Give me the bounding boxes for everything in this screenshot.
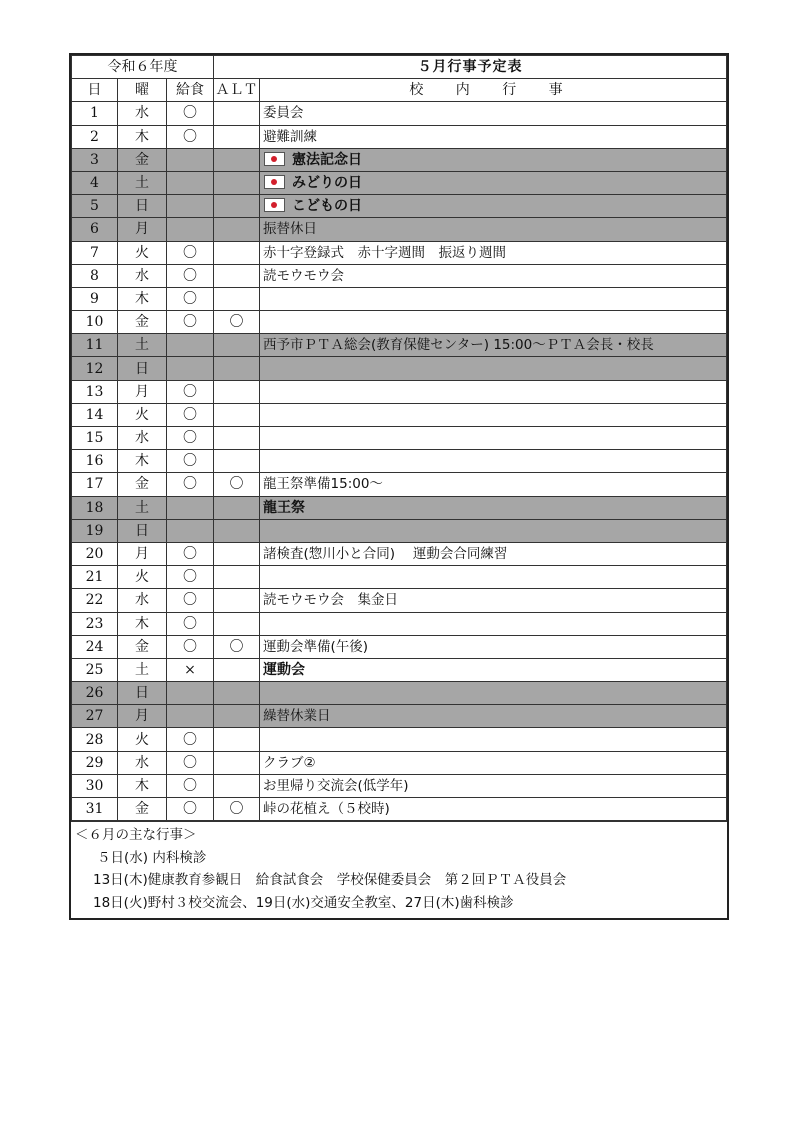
event-cell [260, 751, 727, 774]
kyushoku-cell: 〇 [167, 264, 214, 287]
table-row [72, 635, 727, 658]
weekday-cell: 土 [118, 334, 167, 357]
day-cell: 28 [72, 728, 118, 751]
event-text: お里帰り交流会(低学年) [263, 777, 409, 794]
event-cell [260, 774, 727, 797]
june-events-section [71, 821, 727, 918]
col-kyushoku-header: 給食 [167, 79, 214, 102]
kyushoku-cell: × [167, 658, 214, 681]
event-text: 諸検査(惣川小と合同) 運動会合同練習 [263, 546, 508, 563]
table-row [72, 658, 727, 681]
day-cell: 17 [72, 473, 118, 496]
event-cell [260, 658, 727, 681]
page-title: ５月行事予定表 [214, 56, 727, 79]
weekday-cell: 木 [118, 612, 167, 635]
event-text: 繰替休業日 [263, 708, 331, 725]
june-line: 18日(火)野村３校交流会、19日(水)交通安全教室、27日(木)歯科検診 [93, 894, 514, 911]
hinomaru-flag-icon [264, 175, 285, 189]
event-cell [260, 728, 727, 751]
alt-cell [214, 658, 260, 681]
table-row [72, 566, 727, 589]
alt-cell: 〇 [214, 798, 260, 821]
event-text: 読モウモウ会 集金日 [263, 592, 399, 609]
day-cell: 4 [72, 171, 118, 194]
fiscal-year: 令和６年度 [72, 56, 214, 79]
weekday-cell: 火 [118, 241, 167, 264]
alt-cell [214, 218, 260, 241]
event-cell [260, 287, 727, 310]
event-text: 読モウモウ会 [263, 267, 345, 284]
kyushoku-cell [167, 357, 214, 380]
day-cell: 26 [72, 682, 118, 705]
kyushoku-cell [167, 218, 214, 241]
event-text: 龍王祭 [263, 499, 306, 516]
weekday-cell: 日 [118, 682, 167, 705]
event-cell [260, 682, 727, 705]
table-row [72, 496, 727, 519]
day-cell: 22 [72, 589, 118, 612]
alt-cell: 〇 [214, 311, 260, 334]
event-cell [260, 427, 727, 450]
june-heading: ＜６月の主な行事＞ [75, 827, 197, 844]
table-row [72, 612, 727, 635]
table-row [72, 728, 727, 751]
event-cell [260, 496, 727, 519]
day-cell: 7 [72, 241, 118, 264]
table-row [72, 334, 727, 357]
weekday-cell: 水 [118, 589, 167, 612]
kyushoku-cell [167, 705, 214, 728]
weekday-cell: 日 [118, 519, 167, 542]
col-events-header: 校 内 行 事 [260, 79, 727, 102]
event-cell [260, 334, 727, 357]
kyushoku-cell [167, 171, 214, 194]
weekday-cell: 木 [118, 450, 167, 473]
kyushoku-cell [167, 682, 214, 705]
table-row [72, 380, 727, 403]
day-cell: 30 [72, 774, 118, 797]
event-text: 峠の花植え（５校時) [263, 801, 390, 818]
alt-cell [214, 612, 260, 635]
alt-cell [214, 380, 260, 403]
weekday-cell: 月 [118, 380, 167, 403]
event-text: 西予市ＰＴＡ総会(教育保健センター) 15:00～ＰＴＡ会長・校長 [263, 337, 654, 354]
kyushoku-cell [167, 148, 214, 171]
event-cell [260, 450, 727, 473]
alt-cell [214, 496, 260, 519]
day-cell: 29 [72, 751, 118, 774]
kyushoku-cell [167, 519, 214, 542]
alt-cell [214, 334, 260, 357]
title-row [72, 56, 727, 79]
col-day-header: 日 [72, 79, 118, 102]
alt-cell [214, 427, 260, 450]
event-cell [260, 612, 727, 635]
alt-cell [214, 357, 260, 380]
table-row [72, 751, 727, 774]
table-row [72, 798, 727, 821]
weekday-cell: 水 [118, 751, 167, 774]
event-text: 龍王祭準備15:00～ [263, 476, 383, 493]
event-cell [260, 125, 727, 148]
table-row [72, 682, 727, 705]
event-cell [260, 473, 727, 496]
event-cell [260, 380, 727, 403]
day-cell: 6 [72, 218, 118, 241]
day-cell: 13 [72, 380, 118, 403]
day-cell: 27 [72, 705, 118, 728]
table-row [72, 473, 727, 496]
kyushoku-cell: 〇 [167, 798, 214, 821]
weekday-cell: 金 [118, 311, 167, 334]
day-cell: 23 [72, 612, 118, 635]
weekday-cell: 金 [118, 798, 167, 821]
kyushoku-cell: 〇 [167, 380, 214, 403]
kyushoku-cell: 〇 [167, 635, 214, 658]
event-cell [260, 519, 727, 542]
day-cell: 25 [72, 658, 118, 681]
event-cell [260, 403, 727, 426]
kyushoku-cell [167, 334, 214, 357]
kyushoku-cell: 〇 [167, 774, 214, 797]
day-cell: 15 [72, 427, 118, 450]
event-cell [260, 102, 727, 125]
table-row [72, 357, 727, 380]
table-row [72, 519, 727, 542]
kyushoku-cell: 〇 [167, 427, 214, 450]
event-text: 赤十字登録式 赤十字週間 振返り週間 [263, 244, 507, 261]
schedule-table [71, 55, 727, 821]
event-cell [260, 241, 727, 264]
june-line: ５日(水) 内科検診 [97, 849, 207, 866]
day-cell: 5 [72, 195, 118, 218]
event-cell [260, 311, 727, 334]
day-cell: 18 [72, 496, 118, 519]
weekday-cell: 日 [118, 195, 167, 218]
event-text: こどもの日 [292, 198, 363, 215]
alt-cell [214, 542, 260, 565]
event-text: 運動会 [263, 661, 306, 678]
kyushoku-cell: 〇 [167, 566, 214, 589]
alt-cell [214, 264, 260, 287]
alt-cell [214, 751, 260, 774]
weekday-cell: 金 [118, 473, 167, 496]
event-cell [260, 264, 727, 287]
table-row [72, 241, 727, 264]
day-cell: 3 [72, 148, 118, 171]
event-text: 振替休日 [263, 221, 318, 238]
kyushoku-cell: 〇 [167, 473, 214, 496]
table-row [72, 403, 727, 426]
alt-cell [214, 682, 260, 705]
alt-cell [214, 125, 260, 148]
day-cell: 11 [72, 334, 118, 357]
event-text: 避難訓練 [263, 128, 318, 145]
event-cell [260, 195, 727, 218]
day-cell: 16 [72, 450, 118, 473]
day-cell: 12 [72, 357, 118, 380]
hinomaru-flag-icon [264, 198, 285, 212]
alt-cell [214, 403, 260, 426]
alt-cell [214, 705, 260, 728]
col-weekday-header: 曜 [118, 79, 167, 102]
kyushoku-cell: 〇 [167, 287, 214, 310]
weekday-cell: 木 [118, 774, 167, 797]
table-row [72, 195, 727, 218]
weekday-cell: 月 [118, 542, 167, 565]
kyushoku-cell: 〇 [167, 751, 214, 774]
kyushoku-cell: 〇 [167, 125, 214, 148]
weekday-cell: 木 [118, 287, 167, 310]
event-cell [260, 566, 727, 589]
weekday-cell: 火 [118, 728, 167, 751]
alt-cell [214, 519, 260, 542]
event-text: 憲法記念日 [292, 151, 363, 168]
kyushoku-cell: 〇 [167, 241, 214, 264]
day-cell: 2 [72, 125, 118, 148]
kyushoku-cell: 〇 [167, 311, 214, 334]
kyushoku-cell: 〇 [167, 728, 214, 751]
kyushoku-cell [167, 496, 214, 519]
table-row [72, 705, 727, 728]
alt-cell [214, 287, 260, 310]
alt-cell [214, 102, 260, 125]
alt-cell [214, 450, 260, 473]
event-cell [260, 635, 727, 658]
weekday-cell: 水 [118, 102, 167, 125]
table-row [72, 125, 727, 148]
table-row [72, 774, 727, 797]
alt-cell [214, 589, 260, 612]
table-row [72, 171, 727, 194]
table-row [72, 287, 727, 310]
kyushoku-cell: 〇 [167, 403, 214, 426]
weekday-cell: 土 [118, 496, 167, 519]
event-cell [260, 705, 727, 728]
alt-cell [214, 195, 260, 218]
weekday-cell: 土 [118, 658, 167, 681]
table-row [72, 264, 727, 287]
event-cell [260, 171, 727, 194]
alt-cell [214, 728, 260, 751]
weekday-cell: 月 [118, 218, 167, 241]
table-row [72, 311, 727, 334]
day-cell: 8 [72, 264, 118, 287]
weekday-cell: 水 [118, 264, 167, 287]
kyushoku-cell: 〇 [167, 612, 214, 635]
day-cell: 20 [72, 542, 118, 565]
weekday-cell: 火 [118, 566, 167, 589]
june-line: 13日(木)健康教育参観日 給食試食会 学校保健委員会 第２回ＰＴＡ役員会 [93, 872, 567, 889]
day-cell: 21 [72, 566, 118, 589]
column-header-row [72, 79, 727, 102]
event-text: みどりの日 [292, 175, 363, 192]
alt-cell: 〇 [214, 473, 260, 496]
day-cell: 1 [72, 102, 118, 125]
table-row [72, 542, 727, 565]
day-cell: 19 [72, 519, 118, 542]
event-cell [260, 357, 727, 380]
table-row [72, 102, 727, 125]
table-row [72, 589, 727, 612]
alt-cell [214, 241, 260, 264]
weekday-cell: 火 [118, 403, 167, 426]
table-row [72, 218, 727, 241]
day-cell: 24 [72, 635, 118, 658]
alt-cell [214, 774, 260, 797]
day-cell: 31 [72, 798, 118, 821]
event-cell [260, 589, 727, 612]
weekday-cell: 水 [118, 427, 167, 450]
kyushoku-cell: 〇 [167, 102, 214, 125]
kyushoku-cell [167, 195, 214, 218]
weekday-cell: 木 [118, 125, 167, 148]
alt-cell: 〇 [214, 635, 260, 658]
event-text: クラブ② [263, 754, 316, 771]
weekday-cell: 日 [118, 357, 167, 380]
alt-cell [214, 566, 260, 589]
event-cell [260, 218, 727, 241]
event-cell [260, 148, 727, 171]
event-cell [260, 542, 727, 565]
weekday-cell: 土 [118, 171, 167, 194]
table-row [72, 427, 727, 450]
table-row [72, 450, 727, 473]
day-cell: 9 [72, 287, 118, 310]
alt-cell [214, 171, 260, 194]
event-text: 運動会準備(午後) [263, 638, 369, 655]
hinomaru-flag-icon [264, 152, 285, 166]
alt-cell [214, 148, 260, 171]
day-cell: 14 [72, 403, 118, 426]
weekday-cell: 金 [118, 148, 167, 171]
kyushoku-cell: 〇 [167, 589, 214, 612]
schedule-sheet [69, 53, 729, 920]
day-cell: 10 [72, 311, 118, 334]
event-text: 委員会 [263, 105, 304, 122]
kyushoku-cell: 〇 [167, 450, 214, 473]
table-row [72, 148, 727, 171]
weekday-cell: 月 [118, 705, 167, 728]
weekday-cell: 金 [118, 635, 167, 658]
kyushoku-cell: 〇 [167, 542, 214, 565]
event-cell [260, 798, 727, 821]
col-alt-header: ＡＬＴ [214, 79, 260, 102]
